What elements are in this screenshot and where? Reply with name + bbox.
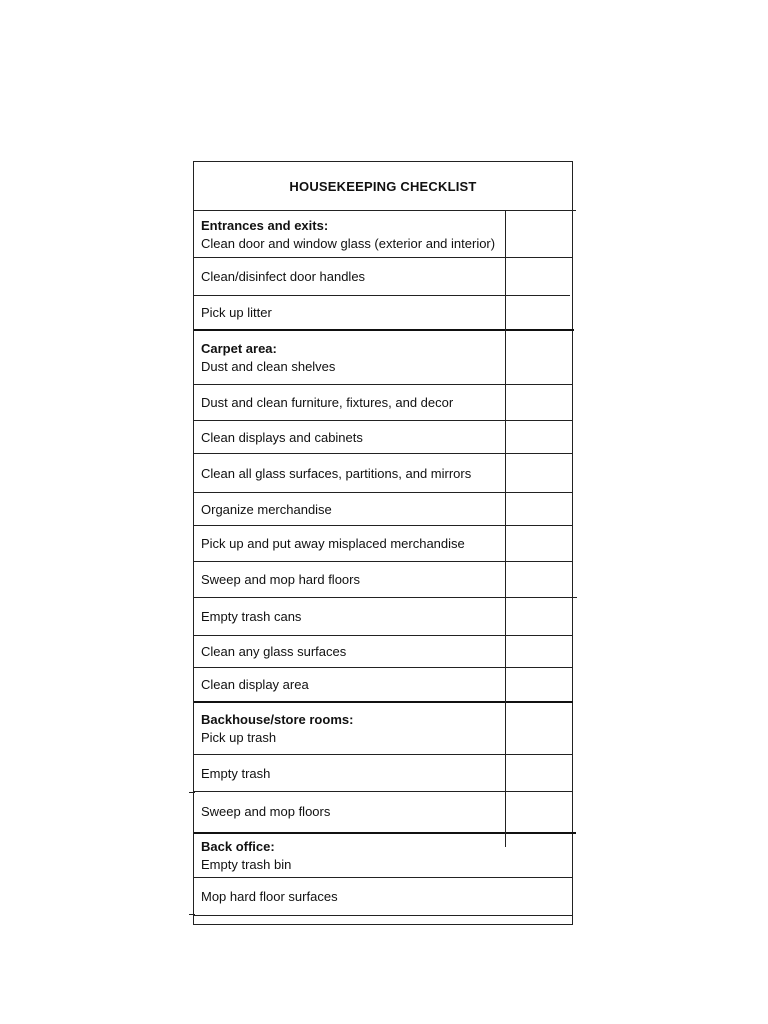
checklist-row [194, 792, 572, 832]
checklist-item: Mop hard floor surfaces [201, 889, 338, 904]
checklist-row [194, 878, 572, 916]
checklist-item: Empty trash cans [201, 609, 302, 624]
checklist-item: Dust and clean furniture, fixtures, and decor [201, 394, 454, 410]
row-divider [194, 791, 573, 792]
checklist-item: Pick up trash [201, 730, 277, 745]
checklist-item: Clean all glass surfaces, partitions, and mirrors [201, 465, 472, 481]
checklist-row [194, 258, 572, 296]
row-divider [194, 754, 573, 755]
checkbox-column-divider [505, 210, 506, 847]
section-divider [194, 329, 574, 331]
checklist-item: Clean/disinfect door handles [201, 269, 366, 284]
section-divider [194, 832, 576, 834]
section-divider [194, 701, 573, 703]
checklist-row [194, 454, 572, 493]
checklist-row [194, 636, 572, 668]
stray-line [189, 792, 195, 793]
section-heading: Carpet area: [201, 340, 277, 356]
row-divider [194, 525, 573, 526]
checklist-item: Empty trash bin [201, 857, 292, 872]
row-divider [194, 420, 573, 421]
row-divider [194, 210, 576, 211]
row-divider [194, 915, 573, 916]
checklist-row [194, 598, 572, 636]
row-divider [194, 257, 573, 258]
row-divider [194, 877, 573, 878]
checklist-row [194, 421, 572, 454]
stray-line [189, 914, 195, 915]
checklist-title: HOUSEKEEPING CHECKLIST [289, 179, 477, 194]
checklist-table [193, 161, 573, 925]
checklist-row [194, 834, 572, 878]
checklist-row [194, 211, 572, 258]
checklist-row [194, 703, 572, 755]
checklist-row [194, 668, 572, 702]
checklist-item: Clean door and window glass (exterior and interior) [201, 235, 496, 251]
checklist-item: Organize merchandise [201, 501, 332, 517]
row-divider [194, 667, 573, 668]
row-divider [194, 492, 573, 493]
checklist-item: Clean any glass surfaces [201, 644, 347, 659]
row-divider [194, 561, 573, 562]
section-heading: Entrances and exits: [201, 217, 329, 233]
checklist-row [194, 384, 572, 421]
row-divider [194, 635, 573, 636]
checklist-row [194, 526, 572, 562]
checklist-item: Pick up and put away misplaced merchandise [201, 536, 465, 551]
checklist-row [194, 755, 572, 792]
section-heading: Backhouse/store rooms: [201, 712, 354, 727]
row-divider [194, 597, 577, 598]
checklist-item: Pick up litter [201, 305, 272, 320]
checklist-row [194, 331, 572, 384]
checklist-item: Clean display area [201, 677, 309, 692]
checklist-item: Sweep and mop floors [201, 804, 331, 819]
checklist-item: Dust and clean shelves [201, 358, 336, 374]
checklist-row [194, 296, 572, 330]
checklist-item: Sweep and mop hard floors [201, 572, 360, 587]
row-divider [194, 453, 573, 454]
section-heading: Back office: [201, 839, 275, 854]
row-divider [194, 384, 573, 385]
row-divider [194, 295, 570, 296]
checklist-item: Clean displays and cabinets [201, 429, 363, 445]
checklist-row [194, 493, 572, 526]
checklist-row [194, 562, 572, 598]
checklist-item: Empty trash [201, 765, 271, 781]
